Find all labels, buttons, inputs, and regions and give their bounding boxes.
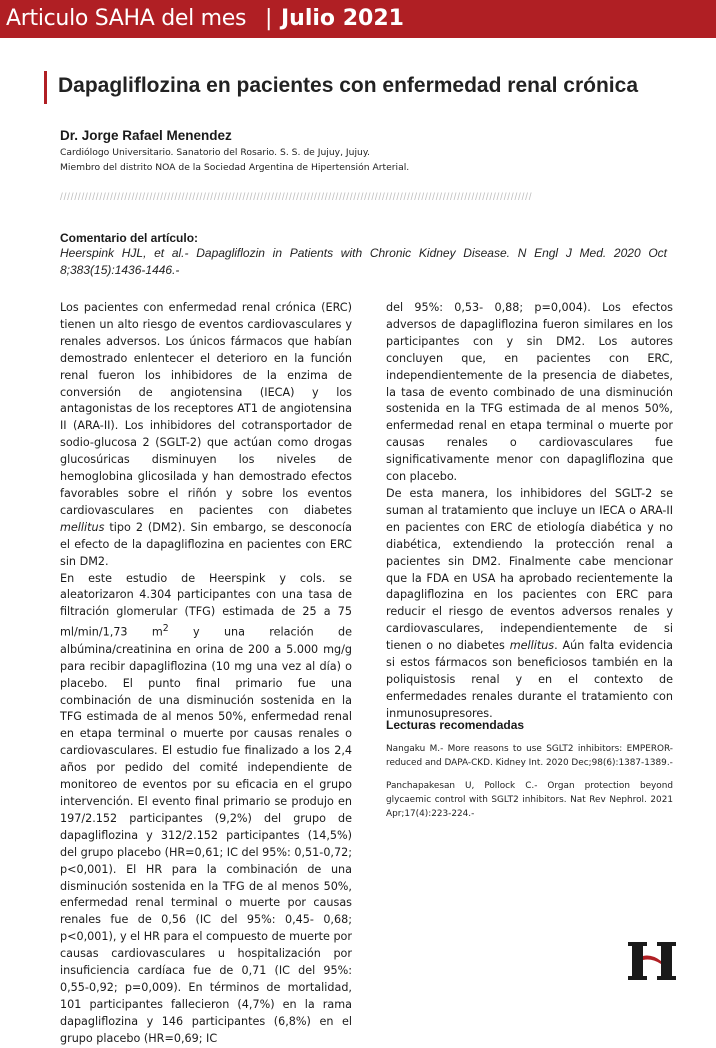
comment-citation: Heerspink HJL, et al.- Dapagliflozin in Patients with Chronic Kidney Disease. N Engl J Med. 2020 Oct 8;383(15):1436-1446.- <box>60 246 667 277</box>
body-column-left <box>60 300 352 1048</box>
article-title: Dapagliflozina en pacientes con enfermedad renal crónica <box>58 74 639 97</box>
readings-heading: Lecturas recomendadas <box>386 718 525 732</box>
paragraph-study: En este estudio de Heerspink y cols. se aleatorizaron 4.304 participantes con una tasa de filtración glomerular (TFG) estimada de 25 a 75 ml/min/1,73 $m^2$ y una relación de albúmina/creatinina en orina de 200 a 5.000 mg/g para recibir dapagliflozina (10 mg una vez al día) o placebo. El punto final primario fue una combinación de una disminución sostenida en la TFG estimada de al menos 50%, enfermedad renal en etapa terminal o muerte por causas renales o cardiovasculares. El estudio fue finalizado a los 2,4 años por pedido del comité independiente de monitoreo de eventos por su eficacia en el grupo intervención. El evento final primario se produjo en 197/2.152 participantes (9,2%) del grupo de dapagliflozina y 312/2.152 participantes (14,5%) del grupo placebo (HR=0,61; IC del 95%: 0,51-0,72; p<0,001). El HR para la combinación de una disminución sostenida en la TFG de al menos 50%, enfermedad renal terminal o muerte por causas renales fue de 0,56 (IC del 95%: 0,45- 0,68; p<0,001), y el HR para el compuesto de muerte por causas cardiovasculares u hospitalización por insuficiencia cardíaca fue de 0,71 (IC del 95%: 0,55-0,92; p=0,009). En términos de mortalidad, 101 participantes fallecieron (4,7%) en la rama dapagliflozina y 146 participantes (6,8%) en el grupo placebo (HR=0,69; IC <box>60 571 352 1045</box>
series-title: Articulo SAHA del mes <box>6 6 247 31</box>
paragraph-conclusion: De esta manera, los inhibidores del SGLT-2 se suman al tratamiento que incluye un IECA o ARA-II en pacientes con ERC de etiología diabética y no diabética, extendiendo la protección renal a pacientes sin DM2. Finalmente cabe mencionar que la FDA en USA ha aprobado recientemente la dapagliflozina en los pacientes con ERC para reducir el riesgo de eventos adversos renales y cardiovasculares, independientemente de si tienen o no diabetes mellitus. Aún falta evidencia si estos fármacos son beneficiosos también en la poliquistosis renal y en el contexto de enfermedades renales durante el tratamiento con inmunosupresores. <box>386 486 673 720</box>
title-accent-bar <box>44 71 47 104</box>
author-name: Dr. Jorge Rafael Menendez <box>60 128 232 143</box>
reference-item-1: Nangaku M.- More reasons to use SGLT2 inhibitors: EMPEROR-reduced and DAPA-CKD. Kidney Int. 2020 Dec;98(6):1387-1389.- <box>386 744 673 768</box>
comment-heading: Comentario del artículo: <box>60 231 199 245</box>
body-column-right <box>386 300 673 723</box>
author-affiliation-2: Miembro del distrito NOA de la Sociedad Argentina de Hipertensión Arterial. <box>60 162 410 173</box>
section-divider: //////////////////////////////////////////////////////////////////////////////////////////////////////////////////////////////////// <box>60 192 533 203</box>
issue-date: Julio 2021 <box>281 6 404 31</box>
paragraph-study-continued: del 95%: 0,53- 0,88; p=0,004). Los efectos adversos de dapagliflozina fueron similares en los participantes con y sin DM2. Los autores concluyen que, en pacientes con ERC, independientemente de la presencia de diabetes, la tasa de evento combinado de una disminución sostenida en la TFG estimada de al menos 50%, enfermedad renal en etapa terminal o muerte por causas renales o cardiovasculares fue significativamente menor con dapagliflozina que con placebo. <box>386 301 673 484</box>
header-banner <box>0 0 716 38</box>
saha-h-logo-icon <box>628 940 678 982</box>
author-affiliation-1: Cardiólogo Universitario. Sanatorio del Rosario. S. S. de Jujuy, Jujuy. <box>60 147 370 158</box>
reference-item-2: Panchapakesan U, Pollock C.- Organ protection beyond glycaemic control with SGLT2 inhibitors. Nat Rev Nephrol. 2021 Apr;17(4):223-224.- <box>386 781 673 819</box>
header-separator: | <box>265 6 273 31</box>
paragraph-intro: Los pacientes con enfermedad renal crónica (ERC) tienen un alto riesgo de eventos cardiovasculares y renales adversos. Los únicos fármacos que habían demostrado enlentecer el deterioro en la función renal fueron los inhibidores de la enzima de conversión de angiotensina (IECA) y los antagonistas de los receptores AT1 de angiotensina II (ARA-II). Los inhibidores del cotransportador de sodio-glucosa 2 (SGLT-2) que actúan como drogas glucosúricas disminuyen los niveles de hemoglobina glicosilada y han demostrado efectos favorables sobre el riñón y sobre los eventos cardiovasculares en pacientes con diabetes mellitus tipo 2 (DM2). Sin embargo, se desconocía el efecto de la dapagliflozina en pacientes con ERC sin DM2. <box>60 301 352 568</box>
